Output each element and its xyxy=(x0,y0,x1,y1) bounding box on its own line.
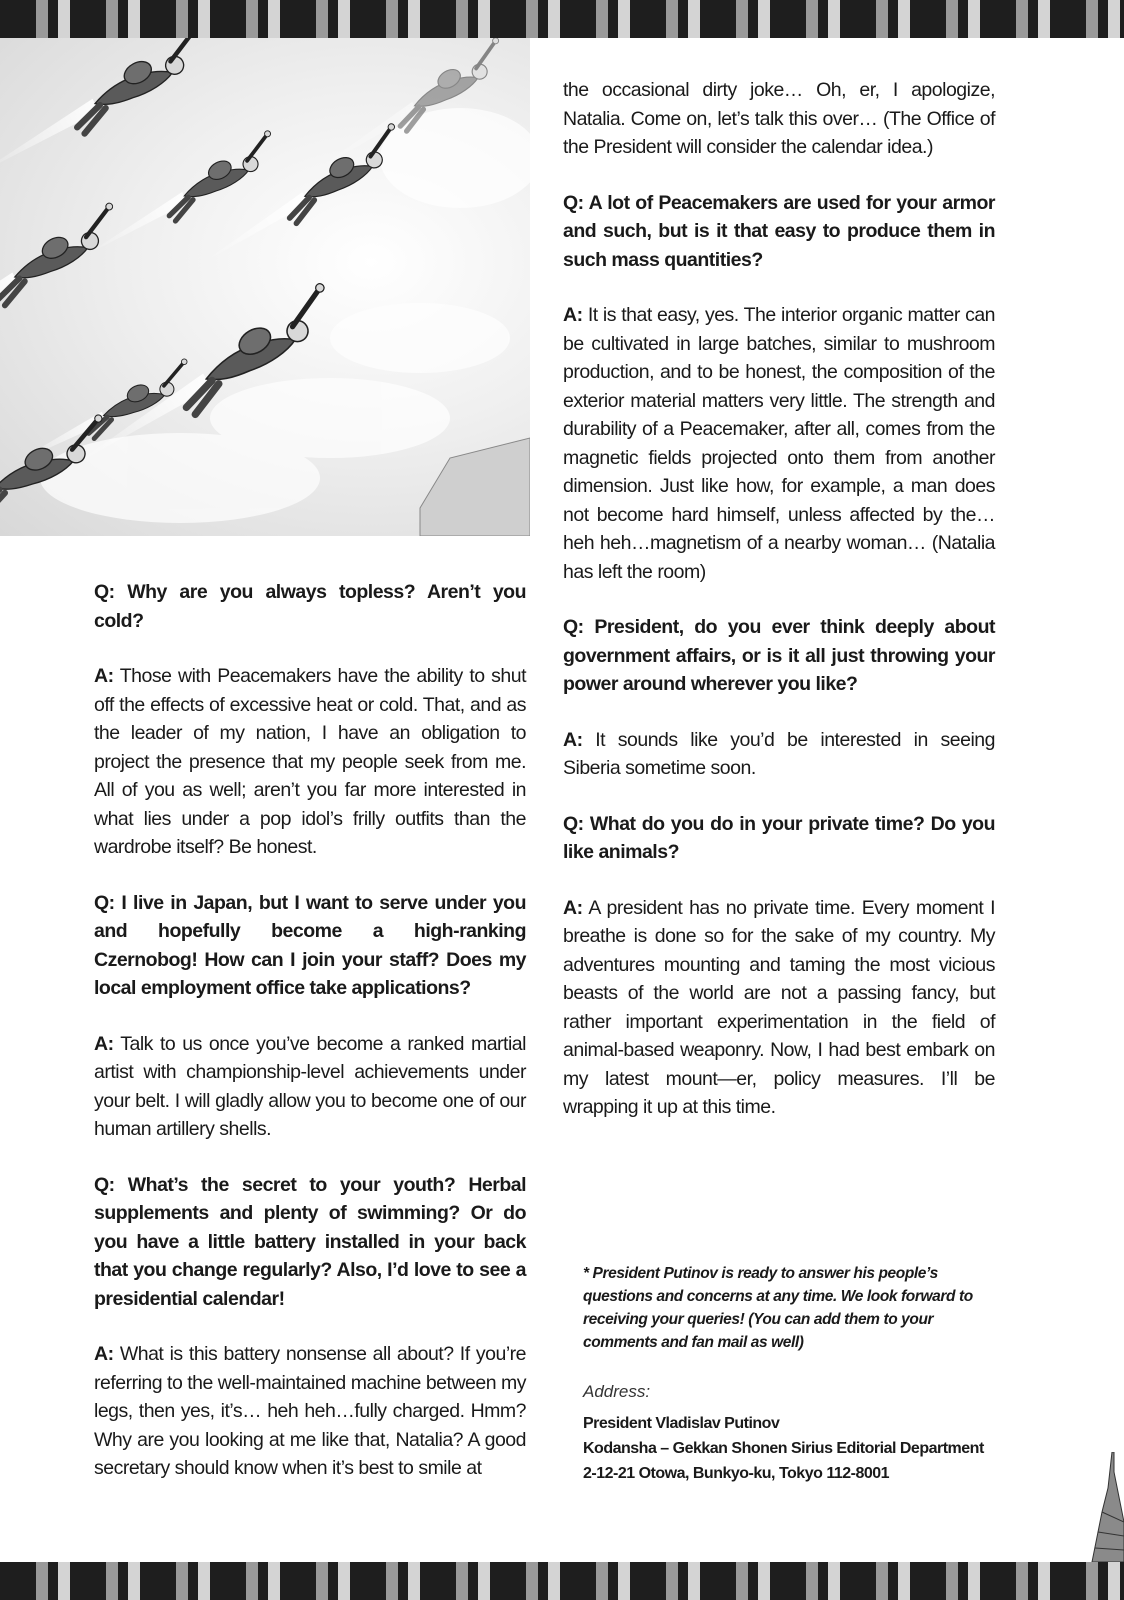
question-private-time: Q: What do you do in your private time? Do you like animals? xyxy=(563,812,995,863)
flying-men-illustration xyxy=(0,38,530,536)
question-youth: Q: What’s the secret to your youth? Herbal supplements and plenty of swimming? Or do you have a little battery installed in your back that you change regularly? Also, I’d love to see a presidential calendar! xyxy=(94,1173,527,1310)
answer-join-staff: A: Talk to us once you’ve become a ranked martial artist with championship-level achievements under your belt. I will gladly allow you to become one of our human artillery shells. xyxy=(94,1032,526,1140)
answer-peacemakers: A: It is that easy, yes. The interior organic matter can be cultivated in large batches, similar to mushroom production, and to be honest, the composition of the exterior material matters very little. The strength and durability of a Peacemaker, after all, comes from the magnetic fields projected onto them from another dimension. Just like how, for example, a man does not become hard himself, unless affected by the… heh heh…magnetism of a nearby woman… (Natalia has left the room) xyxy=(563,304,996,583)
question-join-staff: Q: I live in Japan, but I want to serve under you and hopefully become a high-ranking Czernobog! How can I join your staff? Does my local employment office take applications? xyxy=(94,891,527,999)
address-label: Address: xyxy=(583,1382,651,1401)
top-film-stripe xyxy=(0,0,1124,38)
address-line: 2-12-21 Otowa, Bunkyo-ku, Tokyo 112-8001 xyxy=(583,1465,890,1482)
answer-government: A: It sounds like you’d be interested in seeing Siberia sometime soon. xyxy=(563,728,995,779)
bottom-film-stripe xyxy=(0,1562,1124,1600)
question-peacemakers: Q: A lot of Peacemakers are used for your armor and such, but is it that easy to produce them in such mass quantities? xyxy=(563,191,995,271)
address-line: President Vladislav Putinov xyxy=(583,1415,780,1432)
answer-youth: A: What is this battery nonsense all about? If you’re referring to the well-maintained machine between my legs, then yes, it’s… heh heh…fully charged. Hmm? Why are you looking at me like that, Natalia? A good secretary should know when it’s best to smile at xyxy=(94,1343,526,1479)
flying-men-drawing xyxy=(0,38,530,536)
answer-topless: A: Those with Peacemakers have the ability to shut off the effects of excessive heat or cold. That, and as the leader of my nation, I have an obligation to project the presence that my people seek from me. All of you as well; aren’t you far more interested in what lies under a pop idol’s frilly outfits than the wardrobe itself? Be honest. xyxy=(94,665,526,858)
answer-private-time: A: A president has no private time. Every moment I breathe is done so for the sake of my country. My adventures mounting and taming the most vicious beasts of the world are not a passing fancy, but rather important experimentation in the field of animal-based weaponry. Now, I had best embark on my latest mount—er, policy measures. I’ll be wrapping it up at this time. xyxy=(563,896,996,1118)
question-topless: Q: Why are you always topless? Aren’t you cold? xyxy=(94,581,526,632)
footnote: * President Putinov is ready to answer his people’s questions and concerns at any time. We look forward to receiving your queries! (You can add them to your comments and fan mail as well) xyxy=(583,1265,973,1351)
right-column xyxy=(563,76,995,1122)
left-column xyxy=(94,578,526,1483)
question-government: Q: President, do you ever think deeply about government affairs, or is it all just throwing your power around wherever you like? xyxy=(563,616,995,695)
tower-spire-icon xyxy=(1078,1452,1124,1562)
answer-continuation: the occasional dirty joke… Oh, er, I apologize, Natalia. Come on, let’s talk this over… (The Office of the President will consider the calendar idea.) xyxy=(563,79,995,158)
address-line: Kodansha – Gekkan Shonen Sirius Editorial Department xyxy=(583,1440,984,1457)
address-block xyxy=(583,1411,1003,1486)
